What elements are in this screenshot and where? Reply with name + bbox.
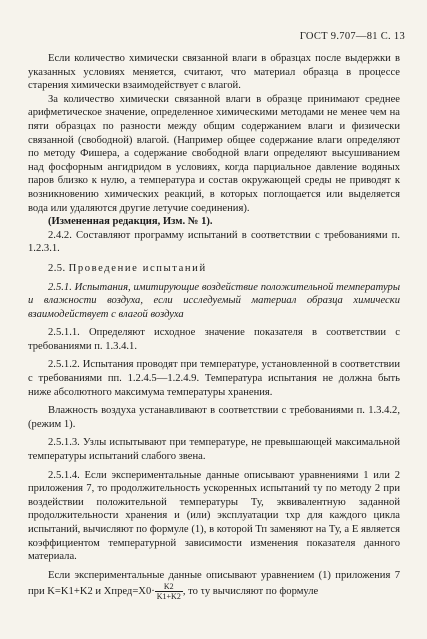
paragraph-2-4-2: 2.4.2. Составляют программу испытаний в соответствии с требованиями п. 1.2.3.1.: [28, 229, 400, 255]
formula-fraction: [155, 582, 183, 601]
paragraph-bound-moisture: За количество химически связанной влаги в образце принимают среднее арифметическое значение, определенное химическими методами не менее чем на пяти образцах по разности между общим содержанием влаги и физически связанной (свободной) влагой. (Например общее содержание влаги определяют по методу Фишера, а содержание свободной влаги определяют высушиванием над фосфорным ангидридом в условиях, когда парциальное давление водяных паров близко к нулю, а температура и состав окружающей среды не приводят к возникновению химических реакций, в которых поглощается или выделяется вода или удаляются другие летучие соединения).: [28, 93, 400, 214]
fraction-numerator: K2: [155, 582, 183, 592]
paragraph-2-5-1-4: 2.5.1.4. Если экспериментальные данные описывают уравнениями 1 или 2 приложения 7, то продолжительность ускоренных испытаний τу по методу 2 при воздействии положительной температуры Ту, эквивалентную заданной продолжительности хранения и (или) эксплуатации τхр для каждого цикла испытаний, вычисляют по формуле (1), в которой Тп заменяют на Ту, а Е является коэффициентом температурной зависимости изменения показателя данного материала.: [28, 469, 400, 563]
paragraph-humidity: Влажность воздуха устанавливают в соответствии с требованиями п. 1.3.4.2, (режим 1).: [28, 405, 400, 430]
section-number: 2.5.: [48, 262, 66, 274]
page-header: ГОСТ 9.707—81 С. 13: [299, 31, 405, 42]
section-title: Проведение испытаний: [68, 262, 207, 274]
fraction-denominator: K1+K2: [156, 592, 181, 602]
paragraph-amendment-note: (Измененная редакция, Изм. № 1).: [48, 216, 213, 228]
paragraph-moisture-change: Если количество химически связанной влаги в образцах после выдержки в указанных условиях меняется, считают, что материал образца в процессе старения химически взаимодействует с влагой.: [28, 53, 400, 92]
document-body: [28, 52, 400, 601]
paragraph-2-5-1-2: 2.5.1.2. Испытания проводят при температуре, установленной в соответствии с требованиями пп. 1.2.4.5—1.2.4.9. Температура испытания не должна быть ниже абсолютного максимума температуры хранения.: [28, 359, 400, 398]
formula-text-tail: , то τу вычисляют по формуле: [182, 586, 319, 598]
paragraph-2-5-1-1: 2.5.1.1. Определяют исходное значение показателя в соответствии с требованиями п. 1.3.4.1.: [28, 327, 400, 352]
paragraph-formula-condition: [28, 569, 400, 602]
section-heading-2-5: [28, 262, 400, 276]
formula-text-lead: Если экспериментальные данные описывают уравнением (1) приложения 7 при K=K1+K2 и Xпред=X0·: [28, 569, 400, 598]
paragraph-2-5-1-3: 2.5.1.3. Узлы испытывают при температуре, не превышающей максимальной температуры испытаний слабого звена.: [28, 437, 400, 463]
paragraph-2-5-1: 2.5.1. Испытания, имитирующие воздействие положительной температуры и влажности воздуха, если исследуемый материал образца химически взаимодействует с влагой воздуха: [28, 281, 400, 320]
